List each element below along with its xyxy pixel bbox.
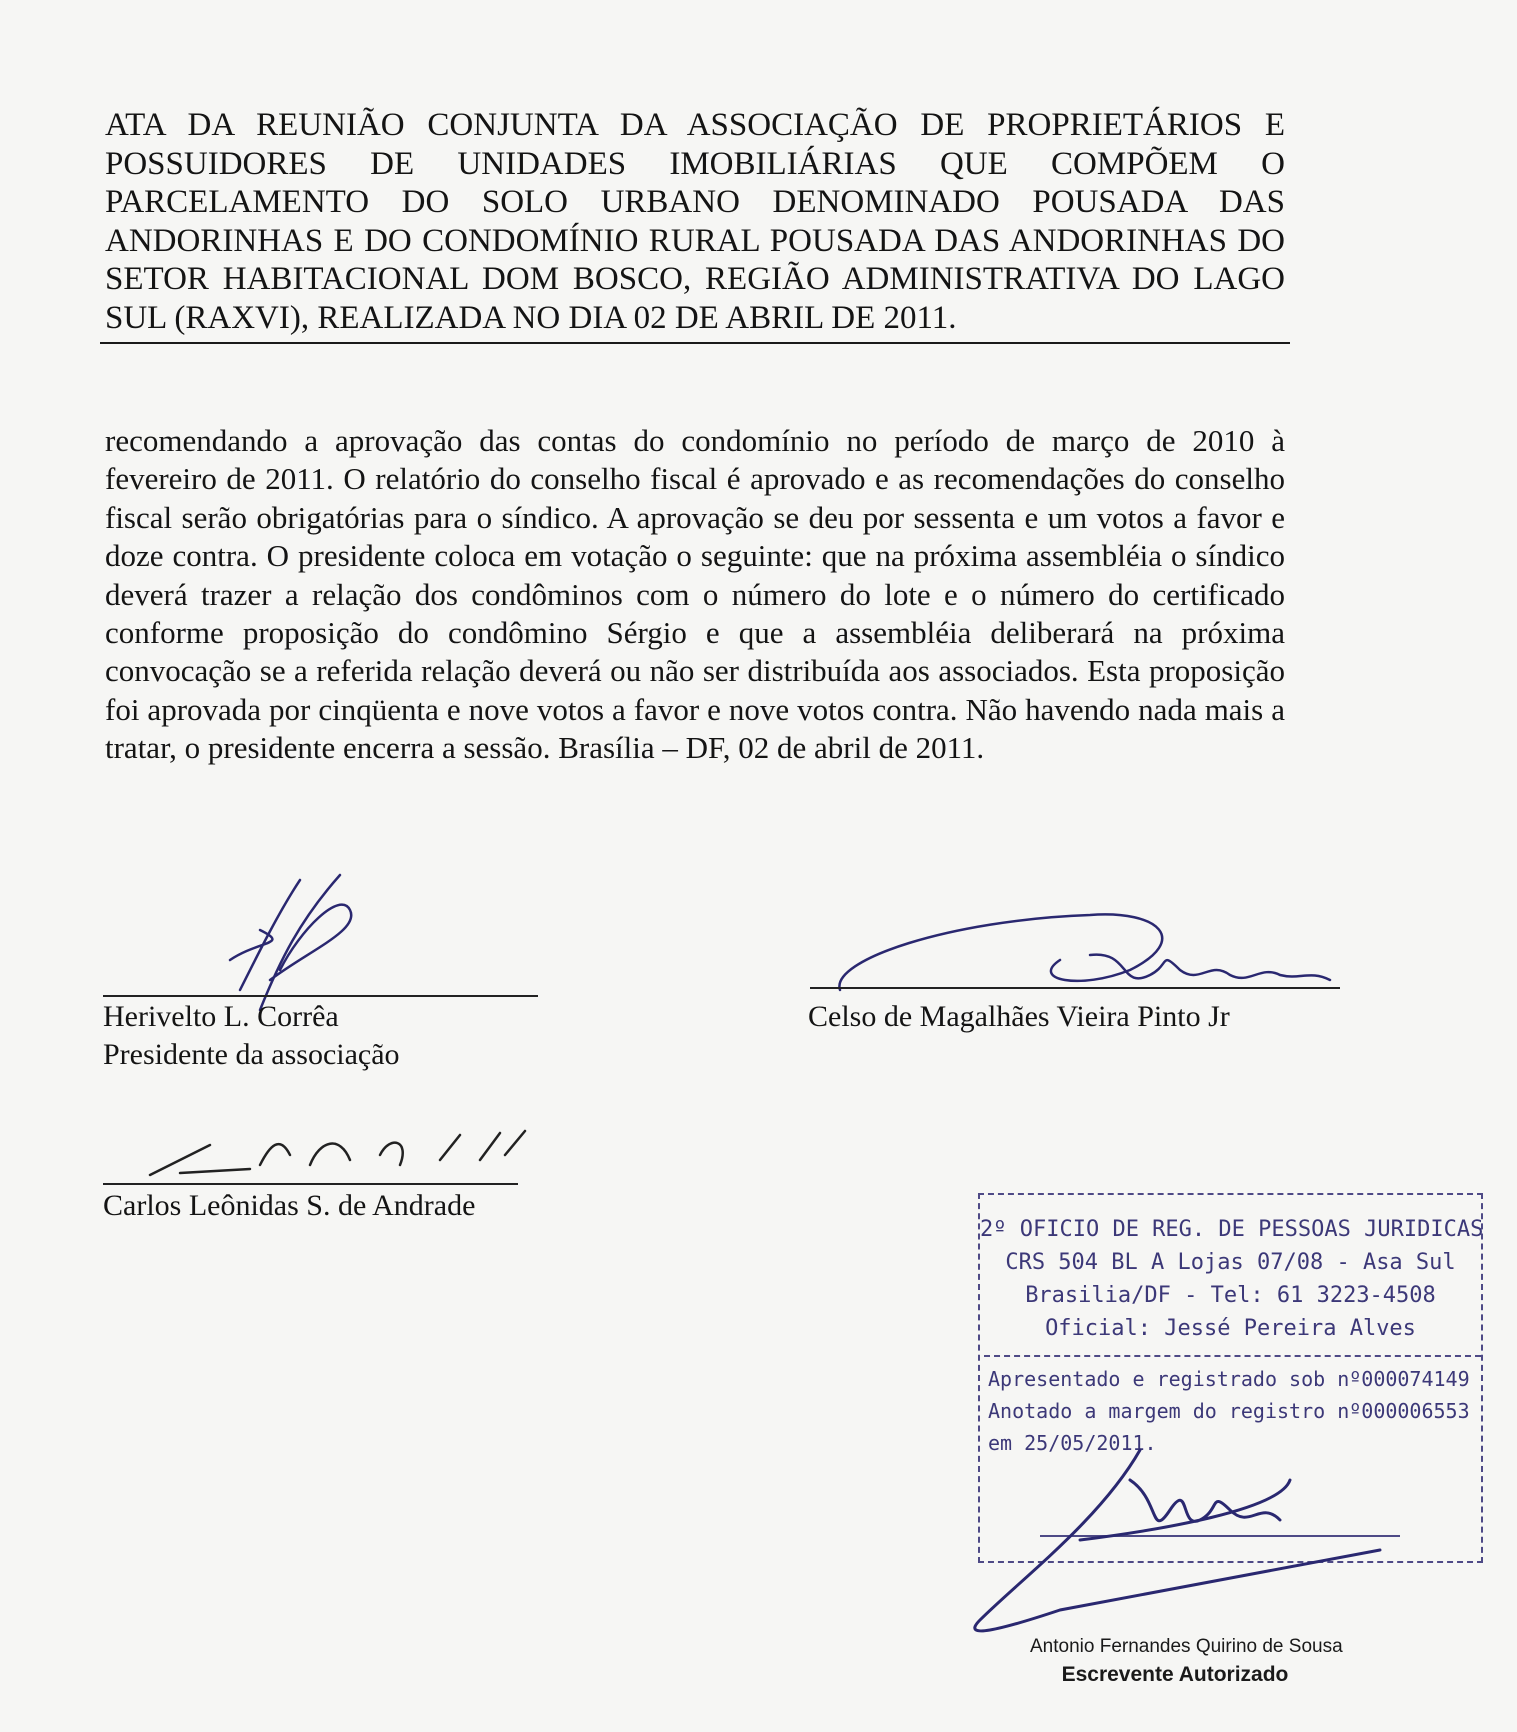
clerk-signature (960, 1440, 1420, 1640)
stamp-divider (984, 1355, 1481, 1357)
secretary-signature-line (810, 987, 1340, 989)
third-signature (140, 1125, 540, 1185)
stamp-official: Oficial: Jessé Pereira Alves (1045, 1316, 1416, 1341)
document-title: ATA DA REUNIÃO CONJUNTA DA ASSOCIAÇÃO DE PROPRIETÁRIOS E POSSUIDORES DE UNIDADES IMOBILIÁRIAS QUE COMPÕEM O PARCELAMENTO DO SOLO URBANO DENOMINADO POUSADA DAS ANDORINHAS E DO CONDOMÍNIO RURAL POUSADA DAS ANDORINHAS DO SETOR HABITACIONAL DOM BOSCO, REGIÃO ADMINISTRATIVA DO LAGO SUL (RAXVI), REALIZADA NO DIA 02 DE ABRIL DE 2011. (105, 107, 1285, 336)
stamp-date: em 25/05/2011. (988, 1431, 1157, 1455)
stamp-annotated: Anotado a margem do registro nº000006553 (988, 1399, 1470, 1423)
minutes-body-text: recomendando a aprovação das contas do condomínio no período de março de 2010 à fevereiro de 2011. O relatório do conselho fiscal é aprovado e as recomendações do conselho fiscal serão obrigatórias para o síndico. A aprovação se deu por sessenta e um votos a favor e doze contra. O presidente coloca em votação o seguinte: que na próxima assembléia o síndico deverá trazer a relação dos condôminos com o número do lote e o número do certificado conforme proposição do condômino Sérgio e que a assembléia deliberará na próxima convocação se a referida relação deverá ou não ser distribuída aos associados. Esta proposição foi aprovada por cinqüenta e nove votos a favor e nove votos contra. Não havendo nada mais a tratar, o presidente encerra a sessão. Brasília – DF, 02 de abril de 2011. (105, 423, 1285, 766)
president-signature-line (103, 995, 538, 997)
stamp-header (980, 1213, 1484, 1345)
clerk-block (1030, 1634, 1343, 1690)
third-name: Carlos Leônidas S. de Andrade (103, 1189, 476, 1222)
president-name: Herivelto L. Corrêa (103, 1000, 339, 1033)
president-role: Presidente da associação (103, 1038, 400, 1071)
stamp-registered: Apresentado e registrado sob nº000074149 (988, 1367, 1470, 1391)
secretary-name: Celso de Magalhães Vieira Pinto Jr (808, 1000, 1230, 1033)
third-signature-line (103, 1183, 518, 1185)
clerk-title: Escrevente Autorizado (1061, 1663, 1289, 1686)
secretary-signature (830, 880, 1350, 1000)
title-underline (100, 342, 1290, 344)
stamp-office: 2º OFICIO DE REG. DE PESSOAS JURIDICAS (980, 1217, 1484, 1242)
clerk-name: Antonio Fernandes Quirino de Sousa (1030, 1636, 1343, 1657)
stamp-city-phone: Brasilia/DF - Tel: 61 3223-4508 (1025, 1283, 1436, 1308)
stamp-address: CRS 504 BL A Lojas 07/08 - Asa Sul (1005, 1250, 1456, 1275)
